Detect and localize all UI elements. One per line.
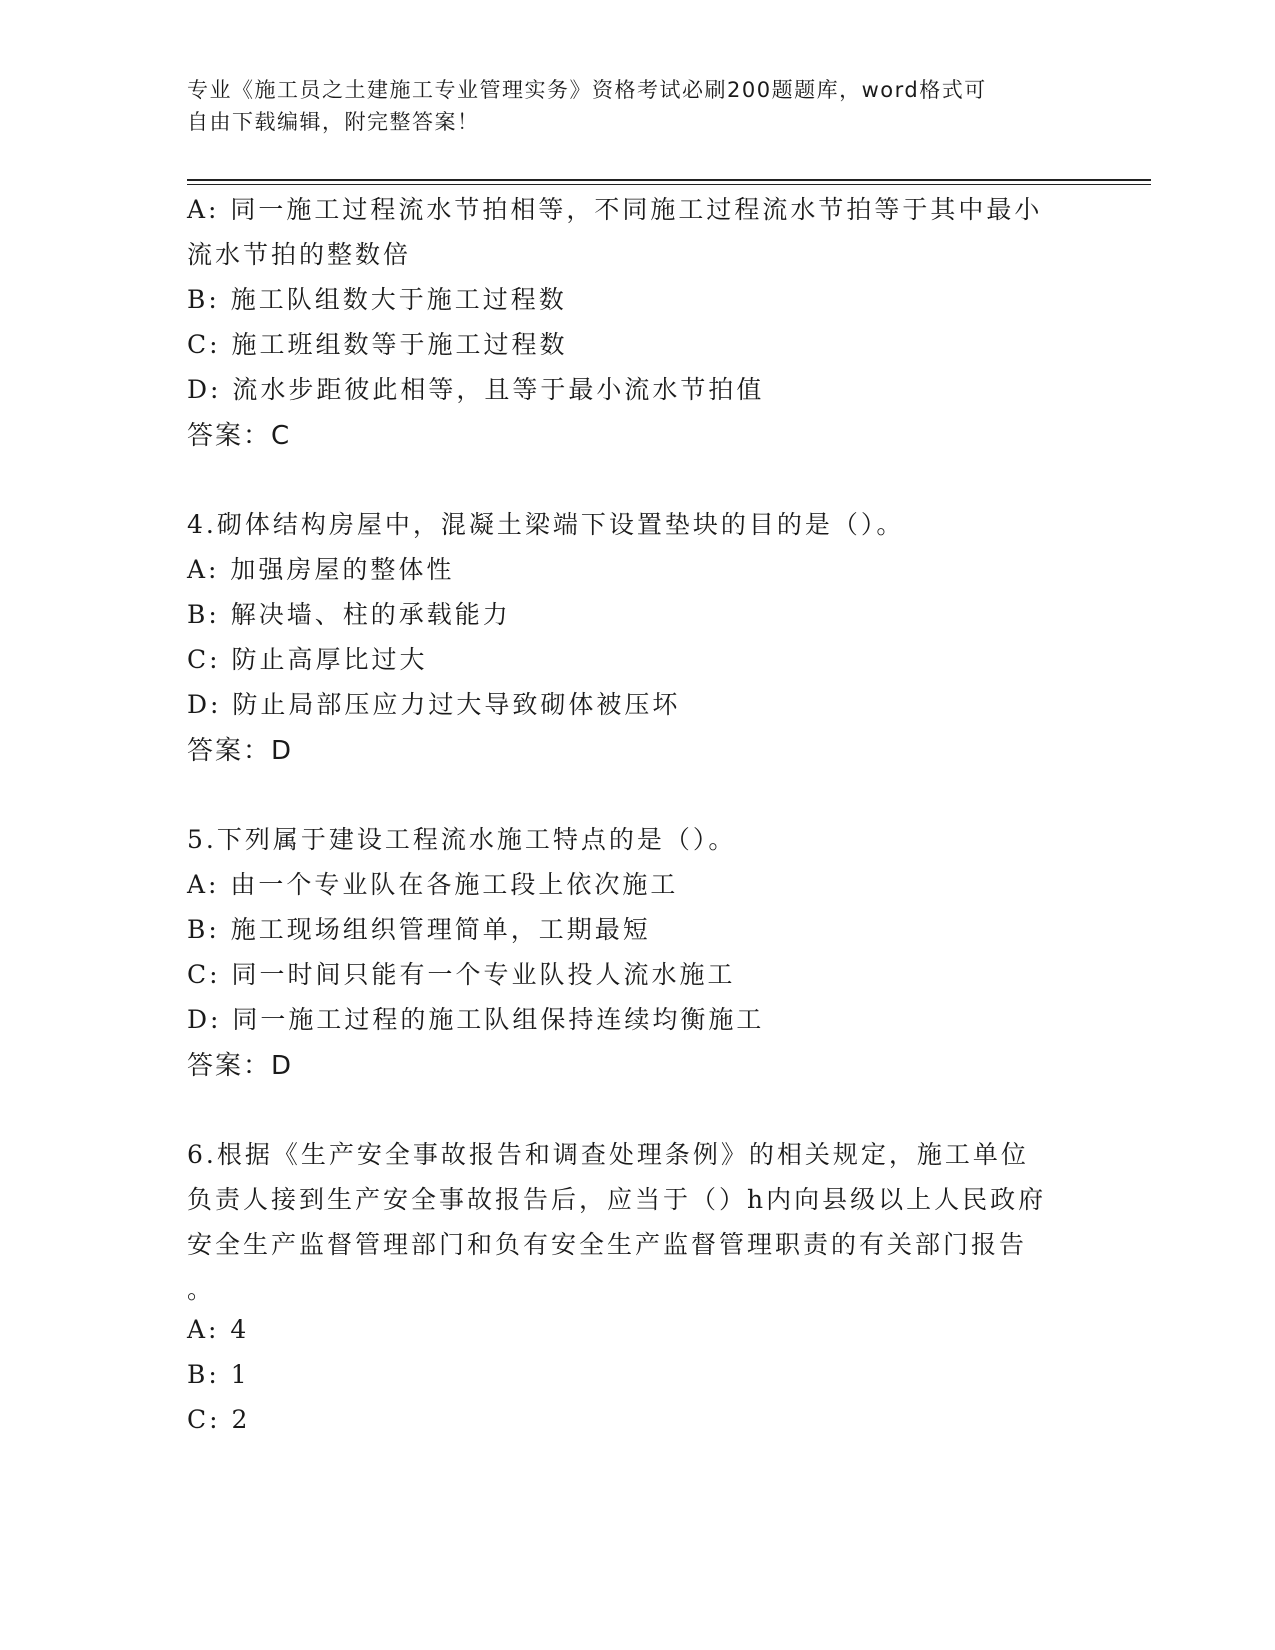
q4-option-d: D: 防止局部压应力过大导致砌体被压坏 <box>187 690 681 719</box>
q5-option-a: A: 由一个专业队在各施工段上依次施工 <box>187 870 679 899</box>
q5-question: 5.下列属于建设工程流水施工特点的是（）。 <box>187 825 737 854</box>
q6-question-line-1: 6.根据《生产安全事故报告和调查处理条例》的相关规定，施工单位 <box>187 1140 1029 1169</box>
q6-option-b: B: 1 <box>187 1360 250 1389</box>
q6-question-line-3: 安全生产监督管理部门和负有安全生产监督管理职责的有关部门报告 <box>187 1230 1028 1259</box>
header-divider-thin <box>187 184 1151 185</box>
q4-option-c: C: 防止高厚比过大 <box>187 645 428 674</box>
q6-option-a: A: 4 <box>187 1315 250 1344</box>
q3-option-d: D: 流水步距彼此相等，且等于最小流水节拍值 <box>187 375 765 404</box>
header-line-1: 专业《施工员之土建施工专业管理实务》资格考试必刷200题题库，word格式可 <box>187 78 987 102</box>
q4-answer: 答案：D <box>187 736 294 766</box>
q6-option-c: C: 2 <box>187 1405 251 1434</box>
q5-option-d: D: 同一施工过程的施工队组保持连续均衡施工 <box>187 1005 765 1034</box>
q4-option-a: A: 加强房屋的整体性 <box>187 555 455 584</box>
q3-option-c: C: 施工班组数等于施工过程数 <box>187 330 568 359</box>
q3-option-b: B: 施工队组数大于施工过程数 <box>187 285 567 314</box>
q4-question: 4.砌体结构房屋中，混凝土梁端下设置垫块的目的是（）。 <box>187 510 905 539</box>
header-divider-thick <box>187 179 1151 181</box>
q3-option-a-line-2: 流水节拍的整数倍 <box>187 240 412 269</box>
q3-option-a-line-1: A: 同一施工过程流水节拍相等，不同施工过程流水节拍等于其中最小 <box>187 195 1043 224</box>
header-line-2: 自由下载编辑，附完整答案！ <box>187 110 480 134</box>
q3-answer: 答案：C <box>187 421 292 451</box>
q6-question-line-4: 。 <box>187 1275 216 1304</box>
q5-option-c: C: 同一时间只能有一个专业队投人流水施工 <box>187 960 736 989</box>
q4-option-b: B: 解决墙、柱的承载能力 <box>187 600 511 629</box>
q5-option-b: B: 施工现场组织管理简单，工期最短 <box>187 915 651 944</box>
q5-answer: 答案：D <box>187 1051 294 1081</box>
q6-question-line-2: 负责人接到生产安全事故报告后，应当于（）h内向县级以上人民政府 <box>187 1185 1047 1214</box>
document-header <box>187 74 1067 138</box>
